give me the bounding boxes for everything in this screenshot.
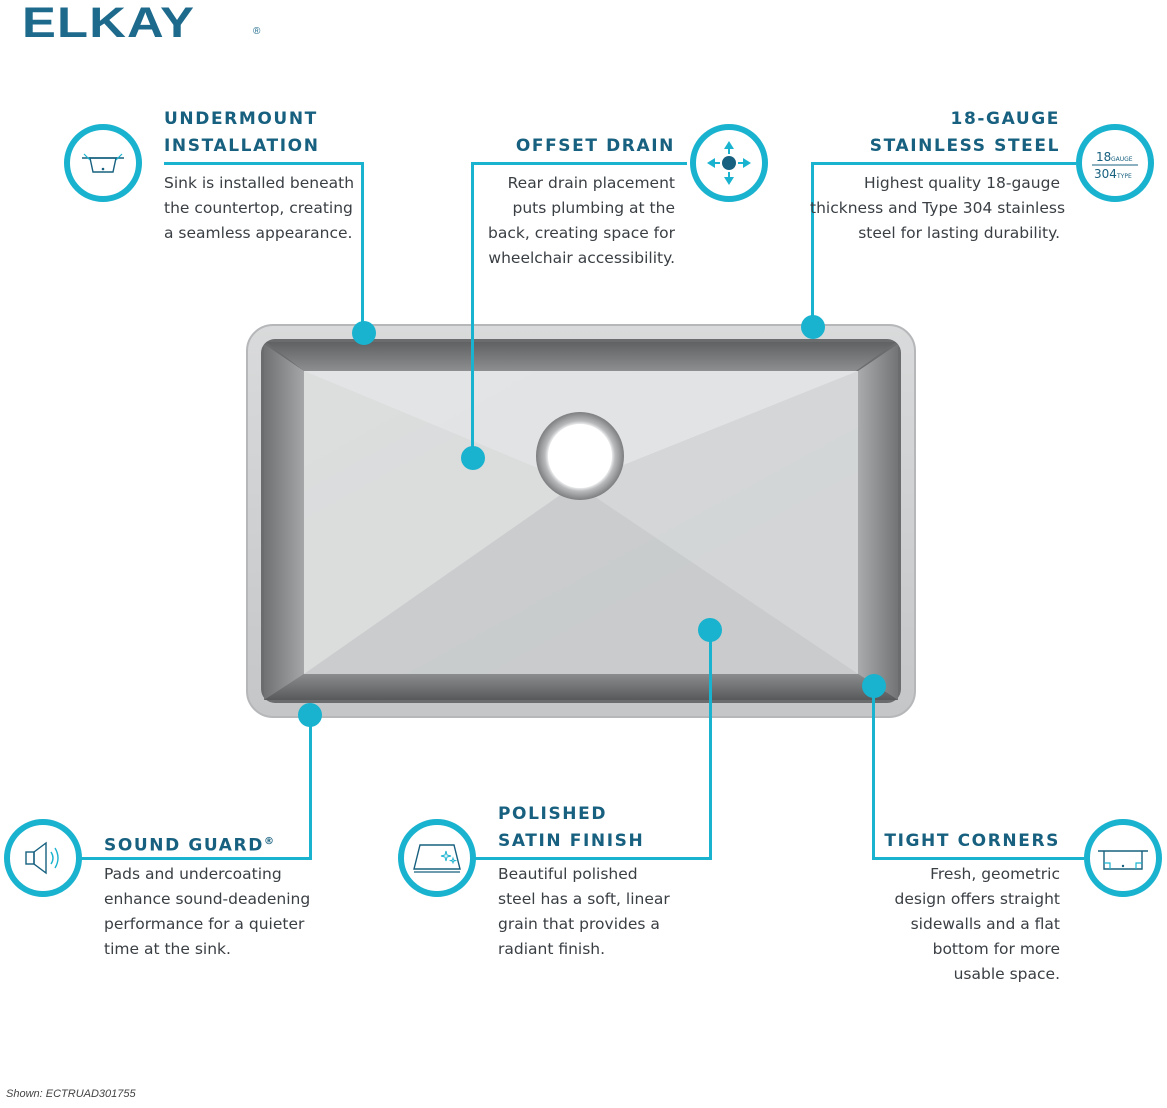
undermount-desc-line3: a seamless appearance. (164, 224, 353, 242)
gauge-icon-304: 304 (1094, 167, 1117, 181)
undermount-title-line1: UNDERMOUNT (164, 109, 318, 129)
sparkle-surface-icon (398, 819, 476, 897)
sound-guard-desc-line2: enhance sound-deadening (104, 890, 311, 908)
sound-guard-title (104, 828, 276, 860)
undermount-desc-line2: the countertop, creating (164, 199, 353, 217)
elkay-logo: ELKAY (22, 0, 196, 47)
undermount-title-line2: INSTALLATION (164, 136, 320, 156)
gauge-icon-gauge-label: GAUGE (1111, 156, 1133, 163)
offset-drain-desc-line3: back, creating space for (488, 224, 675, 242)
callout-dot-sound (298, 703, 322, 727)
offset-drain-desc-line1: Rear drain placement (507, 174, 675, 192)
callout-dot-gauge (801, 315, 825, 339)
callout-dot-drain (461, 446, 485, 470)
satin-finish-desc-line4: radiant finish. (498, 940, 606, 958)
gauge-title-line2: STAINLESS STEEL (869, 136, 1060, 156)
gauge-desc-line3: steel for lasting durability. (858, 224, 1060, 242)
offset-drain-desc-line2: puts plumbing at the (512, 199, 675, 217)
tight-corners-desc-line1: Fresh, geometric (930, 865, 1060, 883)
gauge-icon-type-label: TYPE (1117, 173, 1132, 180)
gauge-desc-line1: Highest quality 18-gauge (863, 174, 1060, 192)
gauge-desc-line2: thickness and Type 304 stainless (810, 199, 1066, 217)
callout-dot-corners (862, 674, 886, 698)
satin-finish-desc-line2: steel has a soft, linear (498, 890, 670, 908)
satin-finish-title-line1: POLISHED (498, 804, 608, 824)
offset-drain-description (473, 171, 675, 271)
satin-finish-desc-line3: grain that provides a (498, 915, 660, 933)
satin-finish-description (498, 862, 670, 962)
connector-satin-v (709, 630, 712, 860)
tight-corners-desc-line4: bottom for more (932, 940, 1060, 958)
logo-registered-mark: ® (253, 26, 261, 37)
gauge-icon (1076, 124, 1154, 202)
speaker-icon (4, 819, 82, 897)
offset-drain-title-text: OFFSET DRAIN (515, 136, 675, 156)
tight-corners-title-text: TIGHT CORNERS (884, 831, 1060, 851)
connector-gauge-h (811, 162, 1076, 165)
connector-drain-h (472, 162, 687, 165)
connector-undermount-v (361, 162, 364, 334)
connector-sound-v (309, 714, 312, 860)
square-corner-sink-icon (1084, 819, 1162, 897)
satin-finish-title-line2: SATIN FINISH (498, 831, 645, 851)
connector-undermount-h (164, 162, 364, 165)
gauge-title (810, 106, 1060, 160)
undermount-desc-line1: Sink is installed beneath (164, 174, 355, 192)
gauge-description (810, 171, 1066, 246)
satin-finish-title (498, 801, 644, 855)
sound-guard-desc-line1: Pads and undercoating (104, 865, 282, 883)
model-footnote: Shown: ECTRUAD301755 (6, 1088, 136, 1100)
sink-illustration (246, 324, 916, 718)
tight-corners-desc-line3: sidewalls and a flat (910, 915, 1060, 933)
callout-dot-satin (698, 618, 722, 642)
tight-corners-description (870, 862, 1060, 987)
connector-satin-h (470, 857, 712, 860)
satin-finish-desc-line1: Beautiful polished (498, 865, 638, 883)
callout-dot-undermount (352, 321, 376, 345)
undermount-title (164, 106, 320, 160)
offset-drain-title (473, 133, 675, 160)
sound-guard-desc-line3: performance for a quieter (104, 915, 305, 933)
tight-corners-desc-line2: design offers straight (894, 890, 1060, 908)
gauge-title-line1: 18-GAUGE (950, 109, 1060, 129)
offset-drain-desc-line4: wheelchair accessibility. (488, 249, 675, 267)
tight-corners-title (870, 828, 1060, 855)
gauge-icon-18: 18 (1096, 150, 1112, 164)
sound-guard-title-text: SOUND GUARD (104, 835, 264, 856)
sound-guard-registered-mark: ® (263, 836, 276, 847)
sound-guard-desc-line4: time at the sink. (104, 940, 231, 958)
connector-corners-h (872, 857, 1084, 860)
tight-corners-desc-line5: usable space. (953, 965, 1060, 983)
undermount-description (164, 171, 354, 246)
undermount-sink-icon (64, 124, 142, 202)
drain-arrows-icon (690, 124, 768, 202)
sound-guard-description (104, 862, 310, 962)
